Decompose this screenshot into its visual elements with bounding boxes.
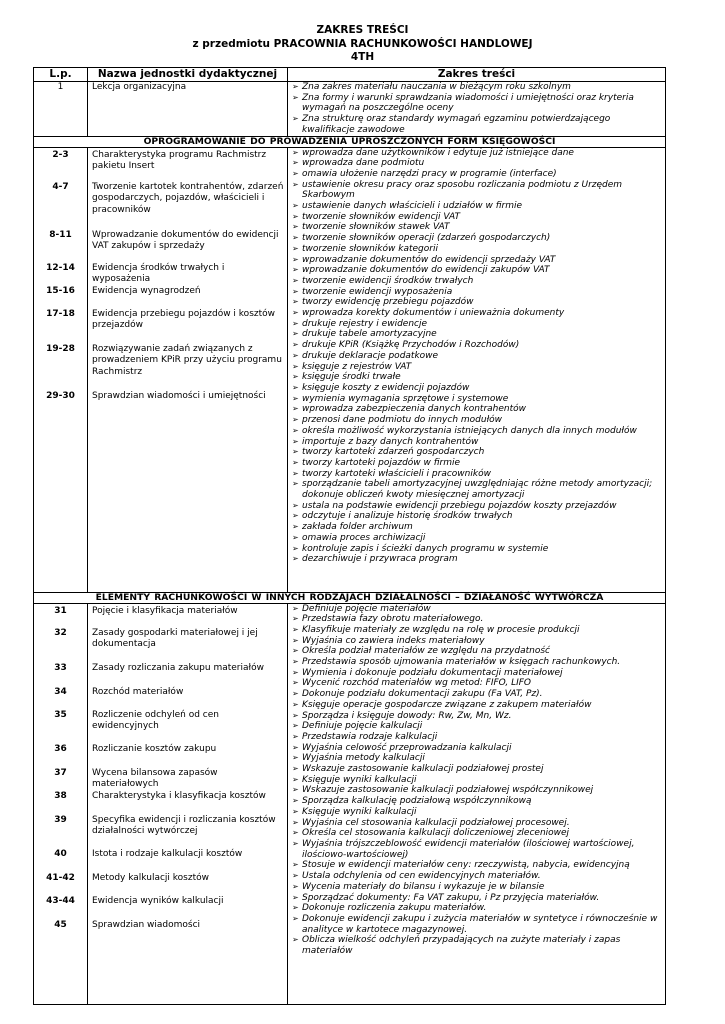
column-header-lp: L.p. (34, 68, 88, 82)
section-header-row (34, 592, 666, 603)
unit-name: Specyfika ewidencji i rozliczania kosztów działalności wytwórczej (92, 814, 276, 837)
unit-name: Istota i rodzaje kalkulacji kosztów (92, 848, 243, 859)
unit-name: Tworzenie kartotek kontrahentów, zdarzeń gospodarczych, pojazdów, właścicieli i pracowników (92, 181, 284, 215)
list-item: ➢ Wyjaśnia cel stosowania kalkulacji podziałowej procesowej. (292, 818, 663, 829)
unit-name: Ewidencja przebiegu pojazdów i kosztów przejazdów (92, 308, 275, 331)
list-item: ➢ kontroluje zapis i ścieżki danych programu w systemie (292, 544, 663, 555)
scope-list (288, 604, 665, 957)
list-item: ➢ ustawienie okresu pracy oraz sposobu rozliczania podmiotu z Urzędem Skarbowym (292, 180, 663, 201)
list-item: ➢ omawia ułożenie narzędzi pracy w programie (interface) (292, 169, 663, 180)
list-item: ➢ Zna formy i warunki sprawdzania wiadomości i umiejętności oraz kryteria wymagań na poszczególne oceny (292, 93, 663, 114)
unit-name: Zasady rozliczania zakupu materiałów (92, 662, 264, 673)
list-item: ➢ ustala na podstawie ewidencji przebiegu pojazdów koszty przejazdów (292, 501, 663, 512)
list-item: ➢ tworzy kartoteki pojazdów w firmie (292, 458, 663, 469)
list-item: ➢ Księguje wyniki kalkulacji (292, 775, 663, 786)
list-item: ➢ Wyjaśnia trójszczeblowość ewidencji materiałów (ilościowej wartościowej, ilościowo-wartościowej) (292, 839, 663, 860)
list-item: ➢ Zna zakres materiału nauczania w bieżącym roku szkolnym (292, 82, 663, 93)
unit-lp: 17-18 (46, 308, 75, 319)
list-item: ➢ tworzy kartoteki zdarzeń gospodarczych (292, 447, 663, 458)
row-unit-name: Lekcja organizacyjna (88, 82, 288, 137)
scope-list (288, 148, 665, 565)
list-item: ➢ omawia proces archiwizacji (292, 533, 663, 544)
unit-name: Metody kalkulacji kosztów (92, 872, 209, 883)
list-item: ➢ Przedstawia rodzaje kalkulacji (292, 732, 663, 743)
document-title-block (0, 24, 725, 65)
list-item: ➢ dezarchiwuje i przywraca program (292, 554, 663, 565)
section-header-row (34, 136, 666, 147)
list-item: ➢ Ustala odchylenia od cen ewidencyjnych materiałów. (292, 871, 663, 882)
scope-column (288, 603, 666, 1004)
list-item: ➢ Wyjaśnia co zawiera indeks materiałowy (292, 636, 663, 647)
list-item: ➢ Wycenić rozchód materiałów wg metod: FIFO, LIFO (292, 678, 663, 689)
unit-name: Ewidencja wyników kalkulacji (92, 895, 224, 906)
list-item: ➢ Definiuje pojęcie kalkulacji (292, 721, 663, 732)
list-item: ➢ Wskazuje zastosowanie kalkulacji podziałowej współczynnikowej (292, 785, 663, 796)
list-item: ➢ zakłada folder archiwum (292, 522, 663, 533)
list-item: ➢ Sporządza i księguje dowody: Rw, Zw, Mn, Wz. (292, 711, 663, 722)
list-item: ➢ drukuje rejestry i ewidencje (292, 319, 663, 330)
list-item: ➢ wprowadza korekty dokumentów i unieważnia dokumenty (292, 308, 663, 319)
unit-lp: 33 (54, 662, 67, 673)
unit-lp: 45 (54, 919, 67, 930)
table-row (34, 603, 666, 1004)
list-item: ➢ Wskazuje zastosowanie kalkulacji podziałowej prostej (292, 764, 663, 775)
list-item: ➢ Definiuje pojęcie materiałów (292, 604, 663, 615)
unit-lp: 31 (54, 605, 67, 616)
row-scope (288, 82, 666, 137)
document-title: ZAKRES TREŚCI (316, 24, 409, 36)
list-item: ➢ wprowadza zabezpieczenia danych kontrahentów (292, 404, 663, 415)
unit-lp: 29-30 (46, 390, 75, 401)
unit-name: Wprowadzanie dokumentów do ewidencji VAT zakupów i sprzedaży (92, 229, 279, 252)
list-item: ➢ Sporządza kalkulację podziałową współczynnikową (292, 796, 663, 807)
list-item: ➢ Wycenia materiały do bilansu i wykazuje je w bilansie (292, 882, 663, 893)
unit-name: Charakterystyka i klasyfikacja kosztów (92, 790, 266, 801)
list-item: ➢ tworzy kartoteki właścicieli i pracowników (292, 469, 663, 480)
unit-name: Sprawdzian wiadomości i umiejętności (92, 390, 266, 401)
list-item: ➢ tworzenie słowników operacji (zdarzeń gospodarczych) (292, 233, 663, 244)
unit-lp: 35 (54, 709, 67, 720)
unit-lp: 32 (54, 627, 67, 638)
scope-list (288, 82, 665, 136)
unit-lp: 43-44 (46, 895, 75, 906)
list-item: ➢ Dokonuje podziału dokumentacji zakupu (Fa VAT, Pz). (292, 689, 663, 700)
list-item: ➢ Oblicza wielkość odchyleń przypadających na zużyte materiały i zapas materiałów (292, 935, 663, 956)
unit-name: Rozwiązywanie zadań związanych z prowadzeniem KPiR przy użyciu programu Rachmistrz (92, 343, 282, 377)
table-row (34, 147, 666, 592)
list-item: ➢ Zna strukturę oraz standardy wymagań egzaminu potwierdzającego kwalifikacje zawodowe (292, 114, 663, 135)
list-item: ➢ drukuje KPiR (Książkę Przychodów i Rozchodów) (292, 340, 663, 351)
list-item: ➢ określa możliwość wykorzystania istniejących danych dla innych modułów (292, 426, 663, 437)
list-item: ➢ wprowadzanie dokumentów do ewidencji sprzedaży VAT (292, 255, 663, 266)
list-item: ➢ tworzenie słowników stawek VAT (292, 222, 663, 233)
section-title: OPROGRAMOWANIE DO PROWADZENIA UPROSZCZONYCH FORM KSIĘGOWOŚCI (34, 136, 666, 147)
unit-lp: 41-42 (46, 872, 75, 883)
unit-lp: 34 (54, 686, 67, 697)
list-item: ➢ Określa podział materiałów ze względu na przydatność (292, 646, 663, 657)
list-item: ➢ Stosuje w ewidencji materiałów ceny: rzeczywistą, nabycia, ewidencyjną (292, 860, 663, 871)
list-item: ➢ odczytuje i analizuje historię środków trwałych (292, 511, 663, 522)
unit-name: Ewidencja wynagrodzeń (92, 285, 201, 296)
unit-name: Zasady gospodarki materiałowej i jej dokumentacja (92, 627, 258, 650)
unit-name: Rozchód materiałów (92, 686, 184, 697)
list-item: ➢ Wyjaśnia metody kalkulacji (292, 753, 663, 764)
document-subtitle: z przedmiotu PRACOWNIA RACHUNKOWOŚCI HANDLOWEJ (192, 37, 533, 50)
list-item: ➢ Klasyfikuje materiały ze względu na rolę w procesie produkcji (292, 625, 663, 636)
list-item: ➢ Księguje wyniki kalkulacji (292, 807, 663, 818)
unit-lp: 2-3 (52, 149, 69, 160)
list-item: ➢ Wymienia i dokonuje podziału dokumentacji materiałowej (292, 668, 663, 679)
unit-lp: 36 (54, 743, 67, 754)
list-item: ➢ tworzy ewidencję przebiegu pojazdów (292, 297, 663, 308)
list-item: ➢ Sporządzać dokumenty: Fa VAT zakupu, i Pz przyjęcia materiałów. (292, 893, 663, 904)
list-item: ➢ ustawienie danych właścicieli i udziałów w firmie (292, 201, 663, 212)
column-header-scope: Zakres treści (288, 68, 666, 82)
unit-name-column (88, 147, 288, 592)
list-item: ➢ przenosi dane podmiotu do innych modułów (292, 415, 663, 426)
list-item: ➢ Dokonuje rozliczenia zakupu materiałów. (292, 903, 663, 914)
list-item: ➢ wymienia wymagania sprzętowe i systemowe (292, 394, 663, 405)
unit-name: Charakterystyka programu Rachmistrz pakietu Insert (92, 149, 267, 172)
list-item: ➢ księguje środki trwałe (292, 372, 663, 383)
list-item: ➢ tworzenie ewidencji środków trwałych (292, 276, 663, 287)
list-item: ➢ wprowadzanie dokumentów do ewidencji zakupów VAT (292, 265, 663, 276)
list-item: ➢ Przedstawia sposób ujmowania materiałów w księgach rachunkowych. (292, 657, 663, 668)
list-item: ➢ księguje koszty z ewidencji pojazdów (292, 383, 663, 394)
list-item: ➢ tworzenie słowników kategorii (292, 244, 663, 255)
unit-name: Pojęcie i klasyfikacja materiałów (92, 605, 238, 616)
list-item: ➢ wprowadza dane podmiotu (292, 158, 663, 169)
class-label: 4TH (350, 51, 375, 63)
lp-column (34, 603, 88, 1004)
unit-lp: 19-28 (46, 343, 75, 354)
section-title: ELEMENTY RACHUNKOWOŚCI W INNYCH RODZAJACH DZIAŁALNOŚCI – DZIAŁANOŚĆ WYTWÓRCZA (34, 592, 666, 603)
lp-column (34, 147, 88, 592)
column-header-unit-name: Nazwa jednostki dydaktycznej (88, 68, 288, 82)
unit-lp: 4-7 (52, 181, 69, 192)
unit-lp: 37 (54, 767, 67, 778)
unit-name: Sprawdzian wiadomości (92, 919, 201, 930)
row-lp: 1 (34, 82, 88, 137)
list-item: ➢ Księguje operacje gospodarcze związane z zakupem materiałów (292, 700, 663, 711)
scope-column (288, 147, 666, 592)
unit-lp: 40 (54, 848, 67, 859)
list-item: ➢ wprowadza dane użytkowników i edytuje już istniejące dane (292, 148, 663, 159)
unit-name: Wycena bilansowa zapasów materiałowych (92, 767, 218, 790)
unit-name: Ewidencja środków trwałych i wyposażenia (92, 262, 225, 285)
unit-lp: 8-11 (49, 229, 72, 240)
unit-lp: 39 (54, 814, 67, 825)
list-item: ➢ Dokonuje ewidencji zakupu i zużycia materiałów w syntetyce i równocześnie w analityce w kartotece magazynowej. (292, 914, 663, 935)
content-table (33, 67, 666, 1005)
list-item: ➢ tworzenie ewidencji wyposażenia (292, 287, 663, 298)
list-item: ➢ drukuje deklaracje podatkowe (292, 351, 663, 362)
unit-lp: 38 (54, 790, 67, 801)
unit-name: Rozliczanie kosztów zakupu (92, 743, 217, 754)
list-item: ➢ drukuje tabele amortyzacyjne (292, 329, 663, 340)
unit-name-column (88, 603, 288, 1004)
unit-lp: 12-14 (46, 262, 75, 273)
list-item: ➢ sporządzanie tabeli amortyzacyjnej uwzględniając różne metody amortyzacji; dokonuje obliczeń kwoty miesięcznej amortyzacji (292, 479, 663, 500)
list-item: ➢ importuje z bazy danych kontrahentów (292, 437, 663, 448)
list-item: ➢ tworzenie słowników ewidencji VAT (292, 212, 663, 223)
unit-lp: 15-16 (46, 285, 75, 296)
list-item: ➢ księguje z rejestrów VAT (292, 362, 663, 373)
table-row (34, 82, 666, 137)
list-item: ➢ Przedstawia fazy obrotu materiałowego. (292, 614, 663, 625)
table-header-row (34, 68, 666, 82)
list-item: ➢ Wyjaśnia celowość przeprowadzania kalkulacji (292, 743, 663, 754)
unit-name: Rozliczenie odchyleń od cen ewidencyjnych (92, 709, 219, 732)
list-item: ➢ Określa cel stosowania kalkulacji doliczeniowej zleceniowej (292, 828, 663, 839)
